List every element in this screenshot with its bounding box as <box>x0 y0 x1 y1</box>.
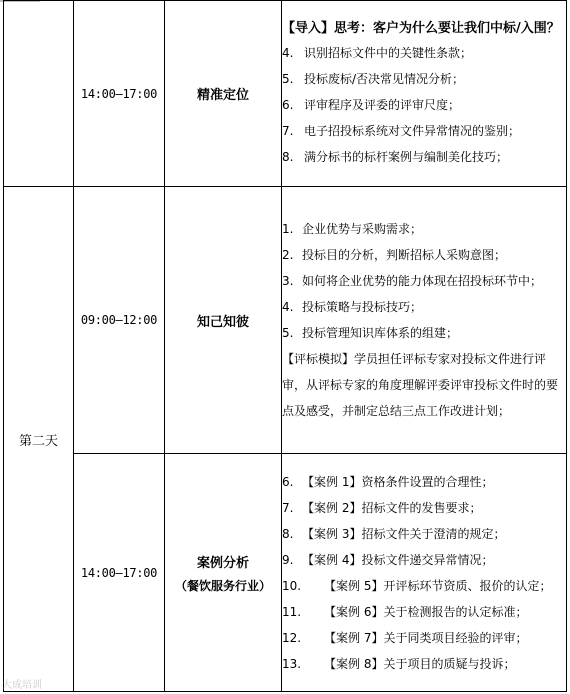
list-item: 7. 【案例 2】招标文件的发售要求； <box>282 500 482 515</box>
topic-title: 案例分析 <box>196 555 249 571</box>
list-item: 6. 【案例 1】资格条件设置的合理性； <box>282 474 494 489</box>
list-item: 6. 评审程序及评委的评审尺度； <box>282 98 461 112</box>
topic-cell: 精准定位 <box>165 1 282 187</box>
time-cell: 14:00–17:00 <box>74 454 165 692</box>
list-item: 3. 如何将企业优势的能力体现在招投标环节中； <box>282 274 543 288</box>
list-item: 4. 识别招标文件中的关键性条款； <box>282 46 473 60</box>
list-item: 8. 【案例 3】招标文件关于澄清的规定； <box>282 526 506 541</box>
list-item: 2. 投标目的分析，判断招标人采购意图； <box>282 248 507 262</box>
list-item: 5. 投标废标/否决常见情况分析； <box>282 72 465 86</box>
content-cell <box>282 187 567 454</box>
simulation-text: 【评标模拟】学员担任评标专家对投标文件进行评审，从评标专家的角度理解评委评审投标文件时的要点及感受，并制定总结三点工作改进计划； <box>282 352 559 418</box>
watermark-text: 大成培训 <box>2 680 42 691</box>
list-item: 5. 投标管理知识库体系的组建； <box>282 326 459 340</box>
content-cell <box>282 454 567 692</box>
list-item: 7. 电子招投标系统对文件异常情况的鉴别； <box>282 124 521 138</box>
list-item: 1. 企业优势与采购需求； <box>282 222 423 236</box>
list-item: 11. 【案例 6】关于检测报告的认定标准； <box>282 604 528 619</box>
time-cell: 09:00–12:00 <box>74 187 165 454</box>
content-cell <box>282 1 567 187</box>
time-cell: 14:00–17:00 <box>74 1 165 187</box>
topic-subtitle: （餐饮服务行业） <box>174 578 271 593</box>
topic-cell: 知己知彼 <box>165 187 282 454</box>
list-item: 12. 【案例 7】关于同类项目经验的评审； <box>282 630 528 645</box>
table-row <box>4 1 567 187</box>
table-row <box>4 454 567 692</box>
schedule-table <box>3 0 567 692</box>
list-item: 13. 【案例 8】关于项目的质疑与投诉； <box>282 656 516 671</box>
intro-text: 【导入】思考：客户为什么要让我们中标/入围？ <box>282 21 560 36</box>
topic-cell <box>165 454 282 692</box>
day-cell: 第二天 <box>4 187 74 692</box>
day-cell-empty <box>4 1 74 187</box>
table-row <box>4 187 567 454</box>
list-item: 9. 【案例 4】投标文件递交异常情况； <box>282 552 494 567</box>
list-item: 4. 投标策略与投标技巧； <box>282 300 423 314</box>
list-item: 10. 【案例 5】开评标环节资质、报价的认定； <box>282 578 552 593</box>
list-item: 8. 满分标书的标杆案例与编制美化技巧； <box>282 150 509 164</box>
